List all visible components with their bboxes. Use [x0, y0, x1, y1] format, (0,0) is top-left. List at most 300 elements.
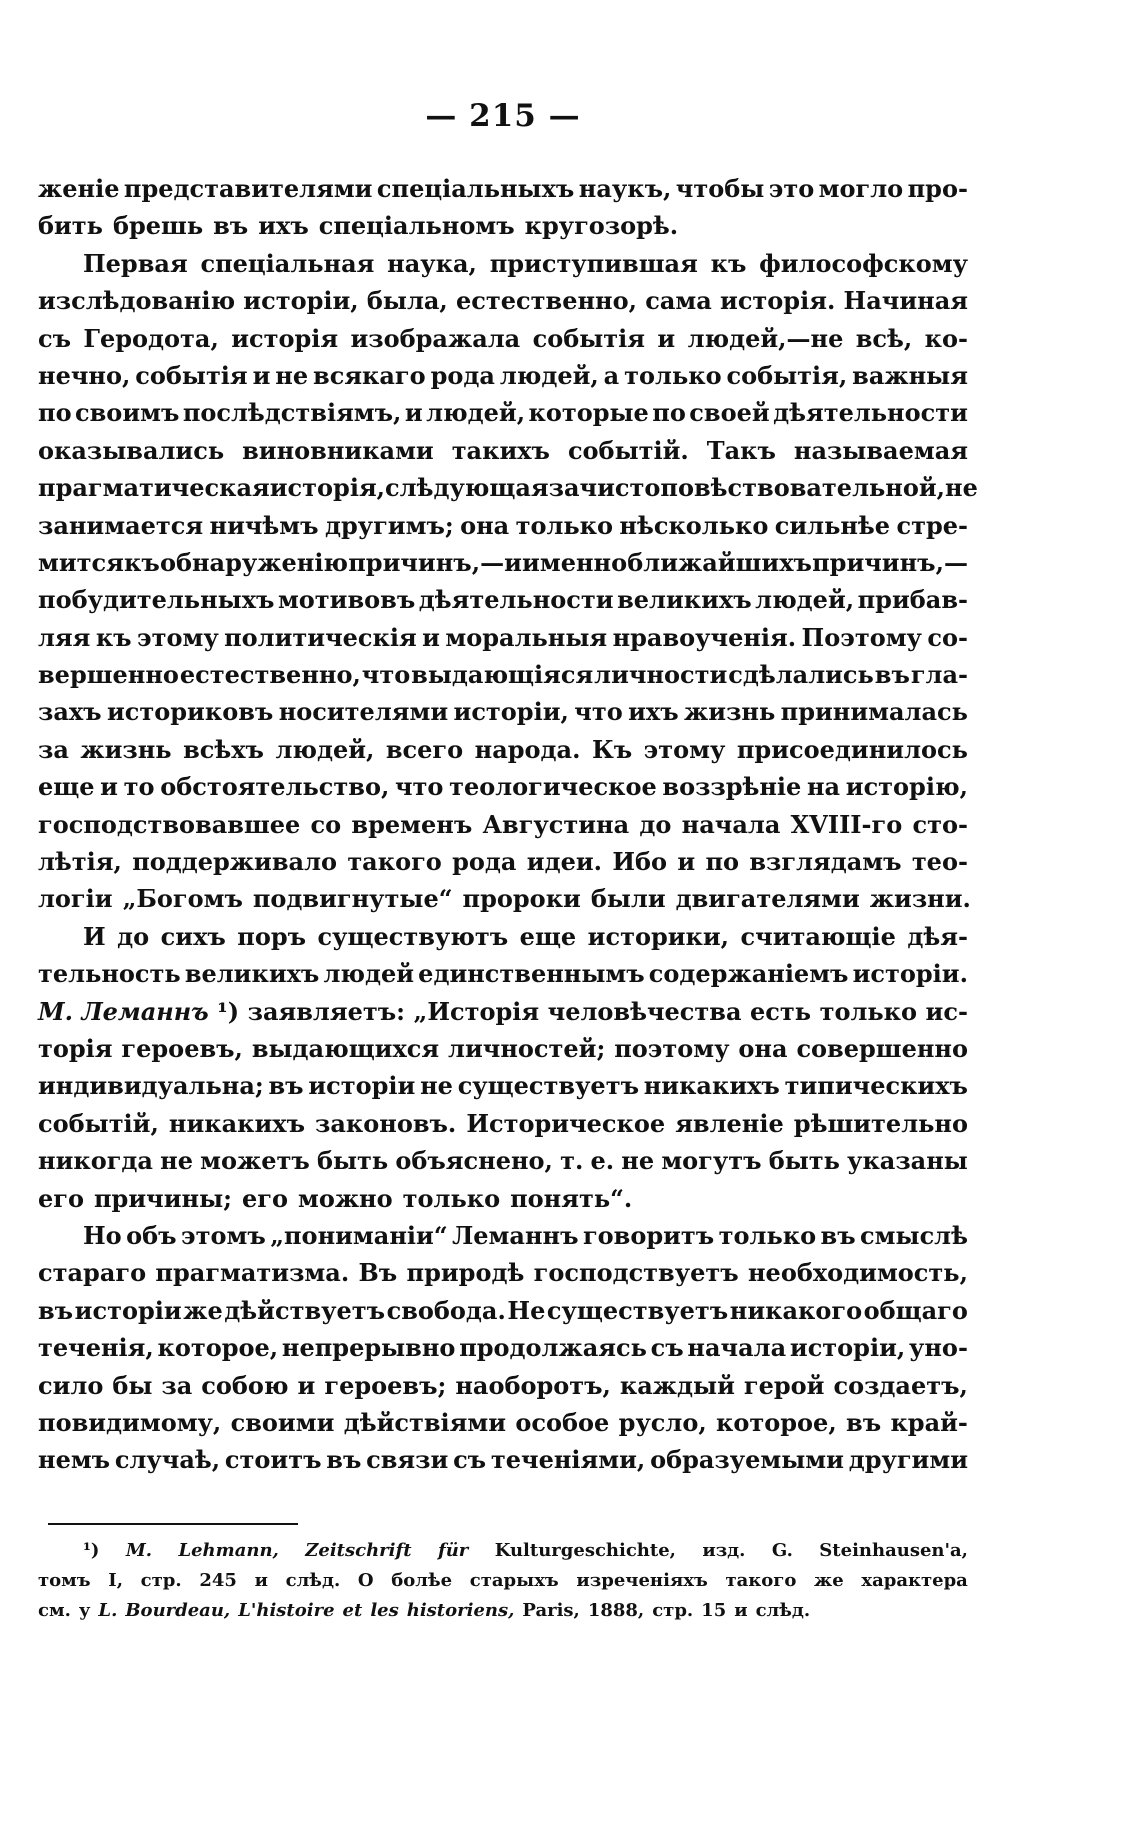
body-text-word: совершенно [796, 1033, 968, 1063]
body-text-word: съ [650, 1333, 684, 1363]
footnote-word: für [437, 1540, 469, 1561]
body-text-line [38, 1105, 968, 1142]
body-text-line [38, 619, 968, 656]
body-text-word: до [117, 921, 150, 951]
body-text-word: за [38, 734, 69, 764]
body-text-word: слѣдующая [385, 473, 549, 503]
footnote-word: и [734, 1600, 748, 1621]
body-text-word: не [420, 1071, 453, 1101]
body-text-word: въ [213, 211, 249, 241]
body-text-word: нѣсколько [619, 510, 769, 540]
body-text-word: существуютъ [317, 921, 509, 951]
body-text-word: никакого [729, 1295, 863, 1325]
body-text-word: сдѣлались [728, 660, 874, 690]
footnote-word: L. [98, 1600, 118, 1621]
body-text-word: исторія [231, 323, 339, 353]
body-text-word: и [100, 772, 118, 802]
body-text-word: быть [768, 1146, 840, 1176]
body-text-word: господствовавшее [38, 809, 301, 839]
body-text-word: выдающіяся [411, 660, 594, 690]
body-text-word: героевъ; [324, 1370, 447, 1400]
body-text-word: дѣя- [907, 921, 968, 951]
body-text-word: случаѣ, [114, 1445, 221, 1475]
body-text-line [38, 245, 968, 282]
footnote-divider [48, 1523, 298, 1525]
body-text-word: не [275, 360, 309, 390]
body-text-line [38, 693, 968, 730]
body-text-word: „пониманіи“ [270, 1220, 448, 1250]
body-text-word: Ибо [612, 847, 668, 877]
footnote-word: старыхъ [469, 1570, 559, 1591]
footnote-word: такого [725, 1570, 797, 1591]
body-text-word: прагматическая [38, 473, 270, 503]
body-text-word: въ [846, 1407, 882, 1437]
body-text-word: М. [38, 996, 73, 1026]
body-text-word: представителями [123, 174, 373, 203]
body-text-word: всего [385, 734, 464, 764]
body-text-word: прибав- [857, 585, 968, 615]
body-text-word: которое, [716, 1407, 837, 1437]
body-text-word: существуетъ [457, 1071, 639, 1101]
body-text-word: про- [907, 174, 968, 203]
footnote-word: et [342, 1600, 363, 1621]
body-text-word: начала [687, 1333, 787, 1363]
body-text-word: всѣхъ [183, 734, 264, 764]
body-text-word: только [718, 1220, 817, 1250]
body-text-word: „Исторія [413, 996, 540, 1026]
body-text-line [38, 1030, 968, 1067]
body-text-word: что [394, 772, 444, 802]
footnote-word: стр. [140, 1570, 182, 1591]
body-text-word: такого [347, 847, 442, 877]
body-text-word: нечно, [38, 360, 131, 390]
footnote-word: G. [771, 1540, 793, 1561]
body-text-word: дѣйствуетъ [224, 1295, 386, 1325]
body-text-word: этомъ [181, 1220, 266, 1250]
body-text-word: событія [135, 360, 248, 390]
body-text-word: она [738, 1033, 788, 1063]
body-text-word: можетъ [200, 1146, 310, 1176]
body-text-word: виновниками [242, 435, 434, 465]
body-text-word: моральныя [445, 622, 608, 652]
body-text-line [38, 432, 968, 469]
body-text-word: воззрѣніе [662, 772, 802, 802]
body-text-line [38, 544, 968, 581]
footnote-word: 15 [701, 1600, 727, 1621]
body-text-word: только [819, 996, 918, 1026]
body-text-word: событія, [726, 360, 848, 390]
body-text-word: е. [590, 1146, 615, 1176]
body-text-word: жизни. [869, 884, 971, 914]
footnote-word: стр. [652, 1600, 694, 1621]
body-text-word: никакихъ [168, 1108, 305, 1138]
body-text-word: великихъ [184, 959, 320, 989]
body-text-word: послѣдствіямъ, [182, 398, 402, 428]
footnote-word: О [357, 1570, 374, 1591]
body-text-word: явленіе [675, 1108, 784, 1138]
body-text-word: исторіи, [243, 286, 359, 316]
body-text-word: можно [297, 1183, 393, 1213]
footnote-word: изд. [702, 1540, 746, 1561]
body-text-word: исторіи. [852, 959, 968, 989]
body-text-word: она [460, 510, 510, 540]
footnote-word: historiens, [406, 1600, 515, 1621]
body-text-word: исторіи, [453, 697, 569, 727]
footnote-line [38, 1566, 968, 1596]
body-text-word: исторія, [269, 473, 386, 503]
body-text-word: заявляетъ: [247, 996, 405, 1026]
body-text-word: за [548, 473, 580, 503]
footnote-word: 1888, [587, 1600, 645, 1621]
body-text-word: исторію, [845, 772, 968, 802]
body-text-word: побудительныхъ [38, 585, 275, 615]
body-text-word: ближайшихъ [627, 547, 812, 577]
body-text-word: и [422, 622, 440, 652]
body-text-word: поддерживало [132, 847, 337, 877]
body-text-word: изображала [350, 323, 521, 353]
body-text-word: народа. [474, 734, 581, 764]
body-text-word: исторіи, [789, 1333, 906, 1363]
body-text-word: нравоученія. [612, 622, 797, 652]
body-text-word: поэтому [614, 1033, 730, 1063]
body-text-word: въ [874, 660, 910, 690]
footnote-word: и [254, 1570, 268, 1591]
body-text-word: его [241, 1183, 288, 1213]
body-text-word: причины; [93, 1183, 232, 1213]
body-text-word: содержаніемъ [648, 959, 849, 989]
body-text-word: Не [507, 1295, 546, 1325]
body-text-word: начала [681, 809, 781, 839]
footnotes [38, 1536, 968, 1626]
body-text-word: своей [689, 398, 770, 428]
body-text-word: спеціальная [200, 248, 375, 278]
body-text-word: взглядамъ [749, 847, 902, 877]
footnote-word: томъ [38, 1570, 91, 1591]
body-text-word: т. [560, 1146, 584, 1176]
body-text-word: только [624, 360, 722, 390]
body-text-word: естественно, [179, 660, 361, 690]
body-text-line [38, 207, 968, 244]
footnote-word: M. [125, 1540, 153, 1561]
body-text-word: великихъ [617, 585, 752, 615]
body-text-word: теченія, [38, 1333, 154, 1363]
body-text-word: и [677, 847, 696, 877]
body-text-word: другимъ; [324, 510, 454, 540]
body-text-word: повидимому, [38, 1407, 222, 1437]
body-text-word: захъ [38, 697, 102, 727]
body-text-line [38, 843, 968, 880]
body-text-word: чтобы [675, 174, 765, 203]
body-text-word: политическія [224, 622, 417, 652]
body-text-word: брешь [112, 211, 204, 241]
body-text-word: то [123, 772, 155, 802]
body-text-word: обнаруженію [159, 547, 349, 577]
body-text-word: Августина [482, 809, 630, 839]
body-text-word: чисто [579, 473, 661, 503]
body-text-word: край- [890, 1407, 968, 1437]
body-text-word: людей, [499, 360, 599, 390]
body-text-word: еще [38, 772, 95, 802]
body-text-word: въ [38, 1295, 74, 1325]
body-text-line [38, 656, 968, 693]
body-text-word: индивидуальна; [38, 1071, 264, 1101]
body-text-word: въ [326, 1445, 362, 1475]
footnote-word: Lehmann, [178, 1540, 279, 1561]
body-text-line [38, 955, 968, 992]
body-text-line [38, 806, 968, 843]
body-text-word: историковъ [106, 697, 274, 727]
body-text-word: дѣйствіями [343, 1407, 507, 1437]
body-text-word: людей,—не [687, 323, 844, 353]
body-text-word: лѣтія, [38, 847, 122, 877]
body-text-word: съ [38, 323, 72, 353]
body-text-word: уно- [909, 1333, 968, 1363]
body-text-word: временъ [351, 809, 473, 839]
body-text-word: сама [645, 286, 712, 316]
body-text-word: создаетъ, [833, 1370, 968, 1400]
body-text-word: а [603, 360, 620, 390]
body-text-word: ихъ [628, 697, 679, 727]
body-text-word: каждый [619, 1370, 735, 1400]
body-text-line [38, 1217, 968, 1254]
body-text-word: рода [452, 847, 517, 877]
body-text-word: къ [95, 622, 132, 652]
body-text-word: особое [515, 1407, 610, 1437]
footnote-word: Zeitschrift [305, 1540, 412, 1561]
body-text-word: говоритъ [582, 1220, 715, 1250]
body-text-word: что [361, 660, 411, 690]
body-text-word: Первая [83, 248, 188, 278]
body-text-word: которое, [157, 1333, 279, 1363]
body-text-word: изслѣдованію [38, 286, 236, 316]
body-text-line [38, 1142, 968, 1179]
body-text-line [38, 880, 971, 917]
body-text-word: наукъ, [578, 174, 672, 203]
body-text-word: философскому [759, 248, 968, 278]
body-text-line [38, 507, 968, 544]
body-text-word: носителями [278, 697, 449, 727]
body-text-word: Леманнъ [452, 1220, 579, 1250]
body-text-word: всѣ, [855, 323, 913, 353]
footnote-word: болѣе [391, 1570, 453, 1591]
body-text-word: Къ [591, 734, 633, 764]
body-text-word: обстоятельство, [160, 772, 390, 802]
body-text-line [38, 394, 968, 431]
body-text-word: къ [124, 547, 160, 577]
body-text-word: этому [136, 622, 219, 652]
footnote-word: L'histoire [238, 1600, 335, 1621]
body-text-line [38, 993, 968, 1030]
body-text-word: есть [750, 996, 812, 1026]
body-text-word: событій, [38, 1108, 159, 1138]
body-text-word: причинъ,— [812, 547, 968, 577]
body-text-line [38, 1180, 968, 1217]
body-text-word: принималась [780, 697, 968, 727]
body-text-word: подвигнутые“ [252, 884, 453, 914]
body-text-line [38, 581, 968, 618]
body-text-word: необходимость, [747, 1258, 968, 1288]
body-text-word: личностей; [448, 1033, 606, 1063]
body-text-line [38, 469, 978, 506]
body-text-word: со- [927, 622, 968, 652]
body-text-word: по [705, 847, 740, 877]
body-text-word: бить [38, 211, 103, 241]
body-text-word: идеи. [526, 847, 602, 877]
footnote-word: Paris, [522, 1600, 580, 1621]
body-text-line [38, 357, 968, 394]
body-text-word: сихъ [160, 921, 226, 951]
body-text-word: это [768, 174, 815, 203]
body-text-word: могло [818, 174, 904, 203]
body-text-word: кругозорѣ. [524, 211, 679, 241]
body-text-word: своими [230, 1407, 335, 1437]
body-text-word: ляя [38, 622, 91, 652]
body-text-word: за [161, 1370, 193, 1400]
body-text-word: событій. [567, 435, 689, 465]
body-text-word: въ [268, 1071, 304, 1101]
footnote-word: Steinhausen'a, [819, 1540, 968, 1561]
body-text-word: называемая [793, 435, 968, 465]
footnote-word: см. [38, 1600, 71, 1621]
body-text-word: сильнѣе [774, 510, 891, 540]
body-text-word: спеціальныхъ [376, 174, 575, 203]
body-text-word: его [38, 1183, 84, 1213]
body-text-word: пророки [462, 884, 581, 914]
body-text-word: выдающихся [251, 1033, 440, 1063]
body-text-line [38, 1404, 968, 1441]
footnote-word: слѣд. [285, 1570, 341, 1591]
footnote-word: же [814, 1570, 844, 1591]
body-text-word: женіе [38, 174, 120, 203]
body-text-line [38, 320, 968, 357]
body-text-word: объяснено, [395, 1146, 553, 1176]
body-text-word: считающіе [740, 921, 896, 951]
body-text-word: съ [453, 1445, 487, 1475]
body-text-word: Геродота, [83, 323, 219, 353]
body-text-line [38, 170, 968, 207]
body-text-word: только [515, 510, 614, 540]
body-text-word: по [652, 398, 686, 428]
body-text-line [38, 1441, 968, 1478]
body-text-word: была, [366, 286, 448, 316]
body-text-word: господствуетъ [533, 1258, 739, 1288]
body-text-word: „Богомъ [122, 884, 243, 914]
body-text-word: собою [201, 1370, 289, 1400]
body-text-word: другими [848, 1445, 968, 1475]
body-text-word: этому [643, 734, 726, 764]
body-text-word: теологическое [449, 772, 657, 802]
body-text-word: только [402, 1183, 501, 1213]
body-text-word: жизнь [684, 697, 776, 727]
body-text-word: тельность [38, 959, 181, 989]
body-text-word: и [657, 323, 676, 353]
body-text-word: всякаго [313, 360, 426, 390]
footnote-word: Kulturgeschichte, [494, 1540, 676, 1561]
body-text-word: со [310, 809, 342, 839]
body-text-line [38, 1067, 968, 1104]
body-text-word: же [183, 1295, 223, 1325]
body-text-word: указаны [847, 1146, 968, 1176]
body-text-word: смыслѣ [860, 1220, 968, 1250]
body-text-word: ихъ [258, 211, 309, 241]
body-text-word: событія [532, 323, 646, 353]
body-text-word: тео- [911, 847, 968, 877]
body-text-word: человѣчества [547, 996, 742, 1026]
footnote-word: слѣд. [755, 1600, 811, 1621]
body-text-word: людей [323, 959, 415, 989]
body-text-word: Такъ [706, 435, 776, 465]
body-text-word: людей, [275, 734, 375, 764]
body-text-word: природѣ [406, 1258, 525, 1288]
body-text-word: исторіи [74, 1295, 182, 1325]
body-text-word: свобода. [386, 1295, 506, 1325]
body-text-word: общаго [863, 1295, 968, 1325]
body-text-word: дѣятельности [773, 398, 968, 428]
body-text-line [38, 282, 968, 319]
body-text-word: именно [522, 547, 628, 577]
body-text-word: историки, [587, 921, 730, 951]
body-text-word: никакихъ [643, 1071, 780, 1101]
body-text-word: никогда [38, 1146, 153, 1176]
body-text-word: логіи [38, 884, 113, 914]
body-text-word: И [83, 921, 106, 951]
body-text-word: прагматизма. [155, 1258, 350, 1288]
body-text-word: связи [366, 1445, 449, 1475]
body-text-word: на [806, 772, 841, 802]
body-text-word: мотивовъ [277, 585, 416, 615]
body-text-word: личности [594, 660, 728, 690]
body-text-word: XVIII-го [790, 809, 903, 839]
footnote-word: характера [861, 1570, 968, 1591]
body-text-word: приступившая [489, 248, 698, 278]
body-text-line [38, 731, 968, 768]
body-text-word: оказывались [38, 435, 225, 465]
body-text-word: типическихъ [784, 1071, 968, 1101]
body-text-word: дѣятельности [418, 585, 614, 615]
body-text-word: единственнымъ [418, 959, 645, 989]
body-text-word: исторіи [308, 1071, 416, 1101]
body-text-word: Начиная [843, 286, 968, 316]
body-text-word: объ [126, 1220, 177, 1250]
body-text-word: мится [38, 547, 124, 577]
footnote-word: изреченіяхъ [576, 1570, 708, 1591]
book-page [38, 0, 978, 1821]
body-text [38, 170, 978, 1479]
body-text-word: людей, [426, 398, 526, 428]
body-text-word: Но [83, 1220, 122, 1250]
body-text-word: исторія. [720, 286, 836, 316]
body-text-word: теченіями, [490, 1445, 646, 1475]
body-text-word: быть [316, 1146, 389, 1176]
body-text-word: торія [38, 1033, 113, 1063]
body-text-word: гла- [910, 660, 968, 690]
body-text-word: героевъ, [121, 1033, 243, 1063]
body-text-word: до [639, 809, 672, 839]
body-text-word: образуемыми [650, 1445, 844, 1475]
body-text-word: Поэтому [801, 622, 922, 652]
footnote-word: 245 [199, 1570, 237, 1591]
body-text-line [38, 1292, 968, 1329]
body-text-word: могутъ [661, 1146, 762, 1176]
body-text-word: ис- [925, 996, 968, 1026]
body-text-word: Леманнъ [81, 996, 209, 1026]
body-text-word: которые [528, 398, 649, 428]
body-text-line [38, 1254, 968, 1291]
body-text-word: стараго [38, 1258, 147, 1288]
body-text-word: вершенно [38, 660, 179, 690]
footnote-word: I, [108, 1570, 123, 1591]
body-text-word: наоборотъ, [455, 1370, 611, 1400]
